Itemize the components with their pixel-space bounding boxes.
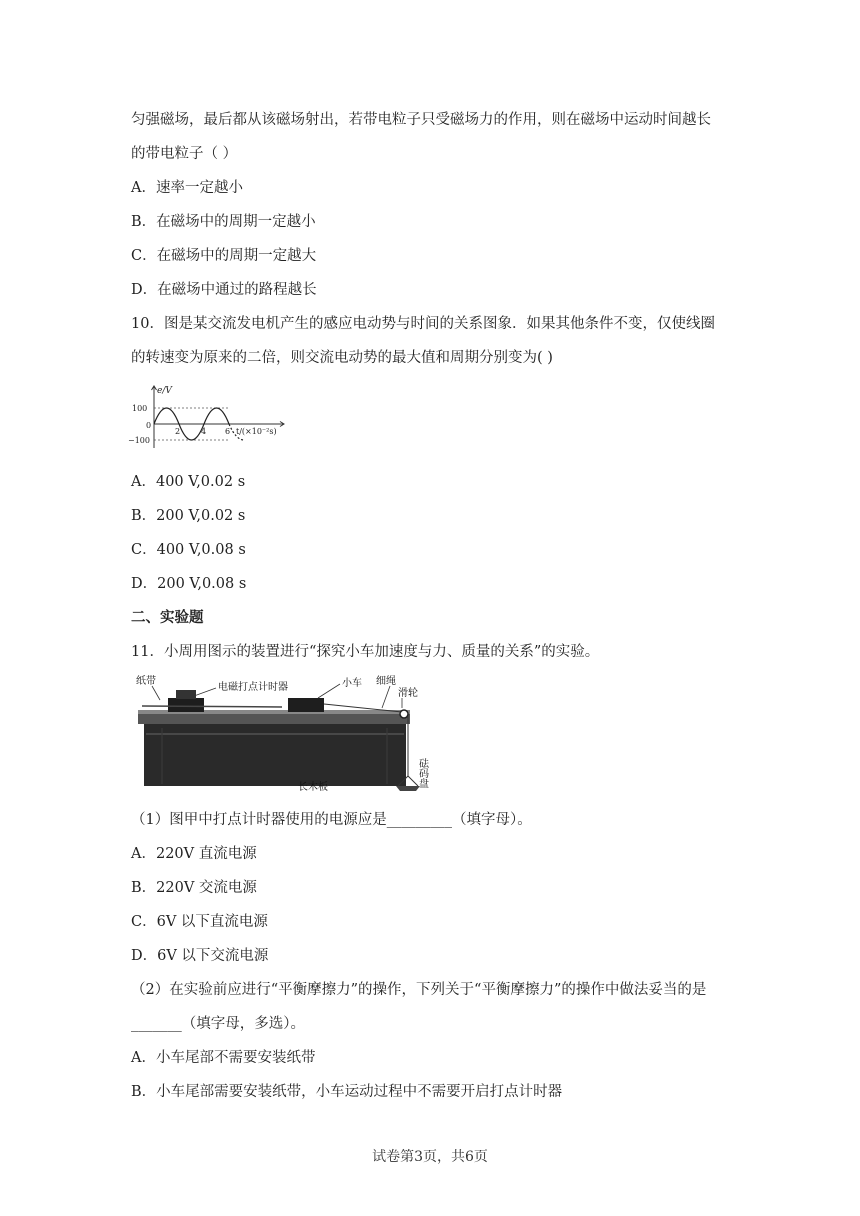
q9-stem-line-2: 的带电粒子（ ） bbox=[131, 146, 238, 162]
q10-option-c: C．400 V,0.08 s bbox=[131, 542, 246, 558]
q11-sub1-option-a: A．220V 直流电源 bbox=[131, 846, 257, 862]
timer-body bbox=[168, 698, 204, 712]
timer-top bbox=[176, 690, 196, 699]
x-axis-label: t/(×10⁻²s) bbox=[236, 427, 277, 436]
q9-option-d: D．在磁场中通过的路程越长 bbox=[131, 282, 317, 298]
q10-option-d: D．200 V,0.08 s bbox=[131, 576, 247, 592]
q10-option-b: B．200 V,0.02 s bbox=[131, 508, 246, 524]
x-tick-4: 4 bbox=[201, 427, 207, 436]
page-footer: 试卷第3页，共6页 bbox=[372, 1149, 488, 1165]
label-weight-pan: 砝码盘 bbox=[416, 758, 428, 788]
q10-stem-line-2: 的转速变为原来的二倍，则交流电动势的最大值和周期分别变为( ) bbox=[131, 350, 553, 366]
q10-stem-line-1: 10．图是某交流发电机产生的感应电动势与时间的关系图象．如果其他条件不变，仅使线圈 bbox=[131, 316, 715, 332]
emf-time-graph bbox=[126, 382, 301, 450]
q9-option-c: C．在磁场中的周期一定越大 bbox=[131, 248, 317, 264]
label-cart: 小车 bbox=[342, 678, 362, 689]
q11-sub2-line-1: （2）在实验前应进行“平衡摩擦力”的操作，下列关于“平衡摩擦力”的操作中做法妥当的是 bbox=[131, 982, 707, 998]
q9-option-b: B．在磁场中的周期一定越小 bbox=[131, 214, 316, 230]
pulley bbox=[400, 710, 408, 718]
q11-sub2-line-2: _______（填字母，多选）。 bbox=[131, 1016, 305, 1032]
paper-tape bbox=[142, 706, 282, 707]
section-title-experiments: 二、实验题 bbox=[131, 609, 204, 626]
label-pulley: 滑轮 bbox=[398, 688, 418, 699]
x-tick-6: 6 bbox=[225, 427, 231, 436]
q11-sub2-option-a: A．小车尾部不需要安装纸带 bbox=[131, 1050, 316, 1066]
q11-sub1: （1）图甲中打点计时器使用的电源应是_________（填字母）。 bbox=[131, 812, 532, 828]
q11-sub1-option-c: C．6V 以下直流电源 bbox=[131, 914, 268, 930]
q10-option-a: A．400 V,0.02 s bbox=[131, 474, 246, 490]
y-axis-label: e/V bbox=[157, 386, 172, 396]
long-board-top bbox=[138, 714, 410, 724]
label-string: 细绳 bbox=[376, 676, 396, 687]
y-tick-0: 0 bbox=[146, 421, 152, 430]
cart bbox=[288, 698, 324, 712]
q11-sub1-option-b: B．220V 交流电源 bbox=[131, 880, 257, 896]
label-paper-tape: 纸带 bbox=[136, 676, 156, 687]
label-board: 长木板 bbox=[298, 782, 328, 793]
q11-sub1-option-d: D．6V 以下交流电源 bbox=[131, 948, 269, 964]
q9-option-a: A．速率一定越小 bbox=[131, 180, 243, 196]
y-tick-100: 100 bbox=[132, 404, 148, 413]
label-timer: 电磁打点计时器 bbox=[218, 682, 288, 693]
x-tick-2: 2 bbox=[175, 427, 181, 436]
experiment-apparatus-figure bbox=[132, 672, 432, 802]
y-tick-neg100: −100 bbox=[128, 436, 150, 445]
q11-stem: 11．小周用图示的装置进行“探究小车加速度与力、质量的关系”的实验。 bbox=[131, 644, 600, 660]
q9-stem-line-1: 匀强磁场，最后都从该磁场射出，若带电粒子只受磁场力的作用，则在磁场中运动时间越长 bbox=[131, 112, 711, 128]
q11-sub2-option-b: B．小车尾部需要安装纸带，小车运动过程中不需要开启打点计时器 bbox=[131, 1084, 563, 1100]
long-board-body bbox=[144, 724, 406, 786]
